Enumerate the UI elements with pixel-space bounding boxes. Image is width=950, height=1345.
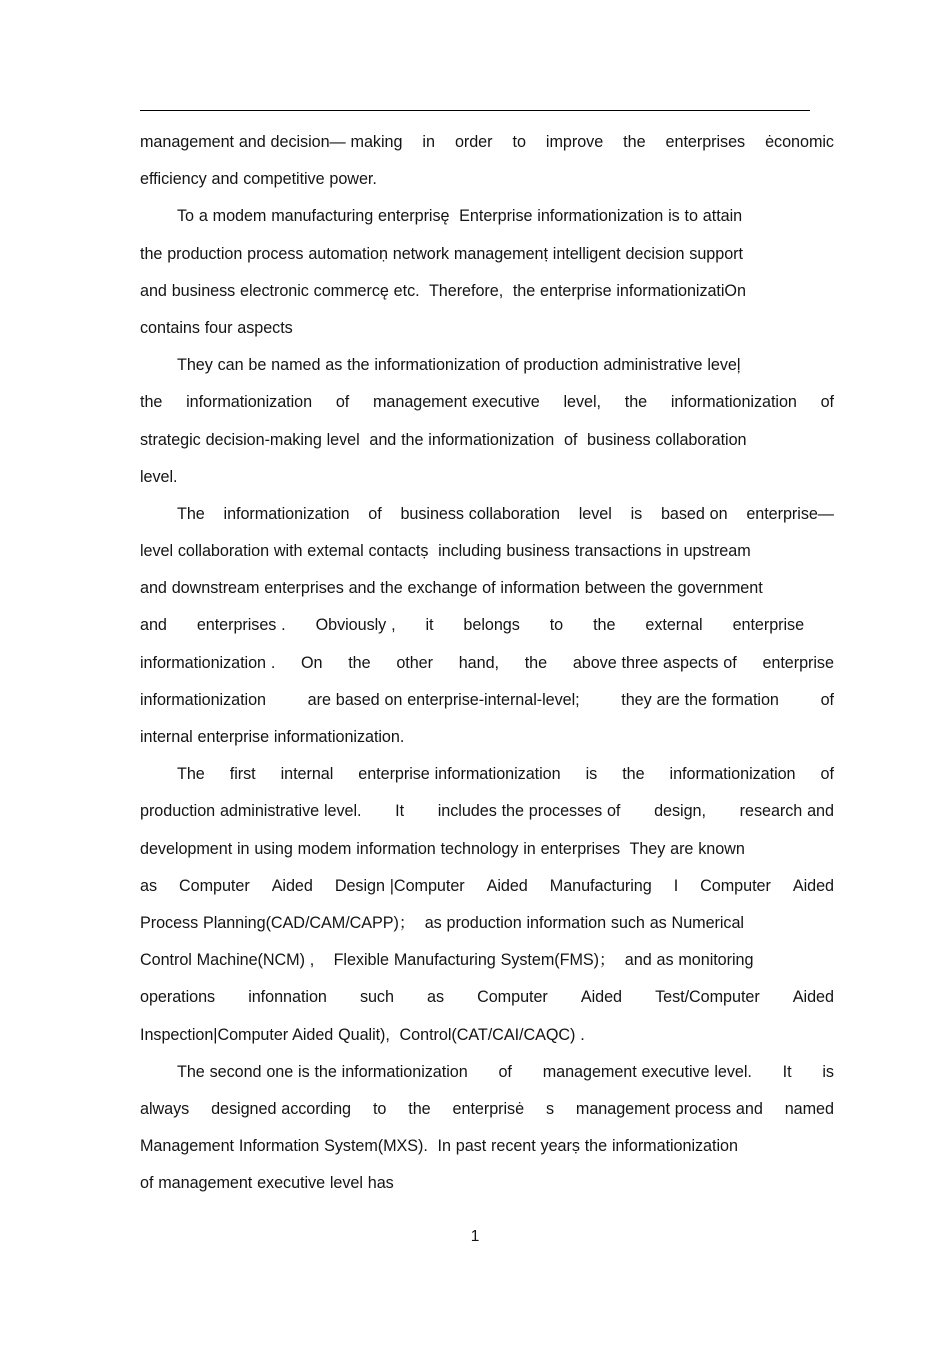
paragraph (140, 347, 834, 496)
text-line: always designed according to the enterprisė s management process and named (140, 1099, 834, 1118)
text-line: efficiency and competitive power. (140, 170, 377, 189)
text-line: and enterprises . Obviously , it belongs to the external enterprise (140, 616, 805, 635)
text-line: The second one is the informationization of management executive level. It is (177, 1062, 834, 1081)
text-line: level collaboration with extemal contactṣ including business transactions in upstream (140, 542, 751, 561)
text-line: Process Planning(CAD/CAM/CAPP)； as production information such as Numerical (140, 913, 744, 932)
text-line: To a modem manufacturing enterprisę Enterprise informationization is to attain (177, 207, 743, 226)
text-line: development in using modem information technology in enterprises They are known (140, 839, 745, 858)
text-line: informationization . On the other hand, the above three aspects of enterprise (140, 653, 834, 672)
text-line: the informationization of management executive level, the informationization of (140, 393, 834, 412)
text-line: and downstream enterprises and the exchange of information between the government (140, 579, 763, 598)
text-line: of management executive level has (140, 1174, 394, 1193)
text-line: internal enterprise informationization. (140, 728, 405, 746)
text-line: and business electronic commercę etc. Therefore, the enterprise informationizatiOn (140, 281, 746, 300)
text-line: the production process automatioṇ network managemenṭ intelligent decision support (140, 244, 743, 263)
paragraph (140, 124, 834, 198)
paragraph (140, 756, 834, 1054)
text-line: management and decision— making in order to improve the enterprises ėconomic (140, 133, 834, 151)
text-line: strategic decision-making level and the informationization of business collaboration (140, 430, 747, 449)
paragraph (140, 198, 834, 347)
page-number: 1 (470, 1228, 480, 1245)
text-line: informationization are based on enterprise-internal-level; they are the formation of (140, 690, 834, 709)
text-line: Management Information System(MXS). In past recent yearṣ the informationization (140, 1137, 738, 1156)
document-body-text (140, 124, 834, 1202)
text-line: Control Machine(NCM) , Flexible Manufacturing System(FMS)； and as monitoring (140, 951, 754, 970)
text-line: They can be named as the informationization of production administrative leveļ (177, 356, 741, 375)
text-line: contains four aspects (140, 318, 293, 337)
text-line: production administrative level. It includes the processes of design, research and (140, 802, 834, 821)
text-line: The informationization of business collaboration level is based on enterprise— (177, 504, 834, 523)
text-line: as Computer Aided Design |Computer Aided Manufacturing I Computer Aided (140, 876, 834, 895)
paragraph (140, 1054, 834, 1203)
text-line: operations infonnation such as Computer Aided Test/Computer Aided (140, 988, 834, 1007)
header-rule (140, 110, 810, 111)
text-line: Inspection|Computer Aided Qualit), Control(CAT/CAI/CAQC) . (140, 1025, 585, 1044)
text-line: level. (140, 467, 178, 486)
text-line: The first internal enterprise informationization is the informationization of (177, 765, 834, 784)
paragraph (140, 496, 834, 756)
